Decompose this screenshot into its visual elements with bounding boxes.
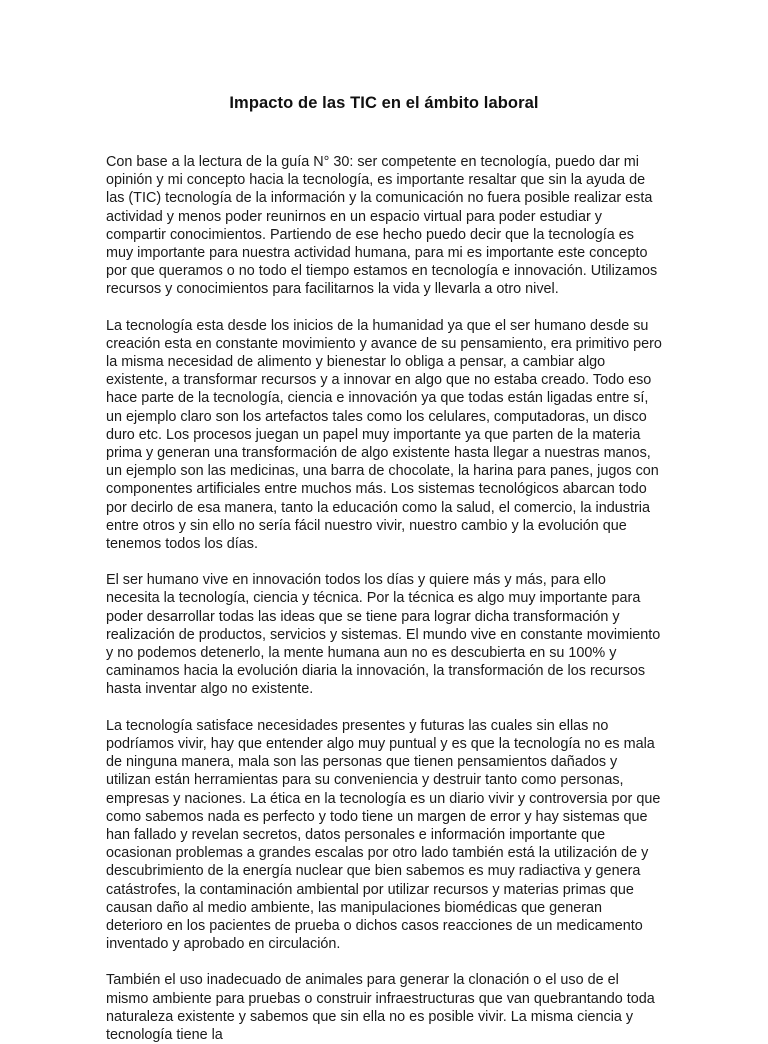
paragraph-5: También el uso inadecuado de animales para generar la clonación o el uso de el mismo ambiente para pruebas o construir infraestructuras que van quebrantando toda naturaleza existente y sabemos que sin ella no es posible vivir. La misma ciencia y tecnología tiene la [106,972,655,1043]
document-body [106,153,662,1044]
document-title: Impacto de las TIC en el ámbito laboral [229,94,539,112]
paragraph-4: La tecnología satisface necesidades presentes y futuras las cuales sin ellas no podríamos vivir, hay que entender algo muy puntual y es que la tecnología no es mala de ninguna manera, mala son las personas que tienen pensamientos dañados y utilizan están herramientas para su conveniencia y destruir tanto como personas, empresas y naciones. La ética en la tecnología es un diario vivir y controversia por que como sabemos nada es perfecto y todo tiene un margen de error y hay sistemas que han fallado y revelan secretos, datos personales e información importante que ocasionan problemas a grandes escalas por otro lado también está la utilización de y descubrimiento de la energía nuclear que bien sabemos es muy radiactiva y genera catástrofes, la contaminación ambiental por utilizar recursos y materias primas que causan daño al medio ambiente, las manipulaciones biomédicas que generan deterioro en los pacientes de prueba o dichos casos reacciones de un medicamento inventado y aprobado en circulación. [106,717,661,953]
paragraph-1: Con base a la lectura de la guía N° 30: ser competente en tecnología, puedo dar mi opinión y mi concepto hacia la tecnología, es importante resaltar que sin la ayuda de las (TIC) tecnología de la información y la comunicación no fuera posible realizar esta actividad y menos poder reunirnos en un espacio virtual para poder estudiar y compartir conocimientos. Partiendo de ese hecho puedo decir que la tecnología es muy importante para nuestra actividad humana, para mi es importante este concepto por que queramos o no todo el tiempo estamos en tecnología e innovación. Utilizamos recursos y conocimientos para facilitarnos la vida y llevarla a otro nivel. [106,154,658,298]
paragraph-2: La tecnología esta desde los inicios de la humanidad ya que el ser humano desde su creación esta en constante movimiento y avance de su pensamiento, era primitivo pero la misma necesidad de alimento y bienestar lo obliga a pensar, a cambiar algo existente, a transformar recursos y a innovar en algo que no estaba creado. Todo eso hace parte de la tecnología, ciencia e innovación ya que todas están ligadas entre sí, un ejemplo claro son los artefactos tales como los celulares, computadoras, un disco duro etc. Los procesos juegan un papel muy importante ya que parten de la materia prima y generan una transformación de algo existente hasta llegar a nuestras manos, un ejemplo son las medicinas, una barra de chocolate, la harina para panes, jugos con componentes artificiales entre muchos más. Los sistemas tecnológicos abarcan todo por decirlo de esa manera, tanto la educación como la salud, el comercio, la industria entre otros y sin ello no sería fácil nuestro vivir, nuestro cambio y la evolución que tenemos todos los días. [106,317,662,553]
paragraph-3: El ser humano vive en innovación todos los días y quiere más y más, para ello necesita la tecnología, ciencia y técnica. Por la técnica es algo muy importante para poder desarrollar todas las ideas que se tiene para lograr dicha transformación y realización de productos, servicios y sistemas. El mundo vive en constante movimiento y no podemos detenerlo, la mente humana aun no es descubierta en su 100% y caminamos hacia la evolución diaria la innovación, la transformación de los recursos hasta inventar algo no existente. [106,572,661,698]
